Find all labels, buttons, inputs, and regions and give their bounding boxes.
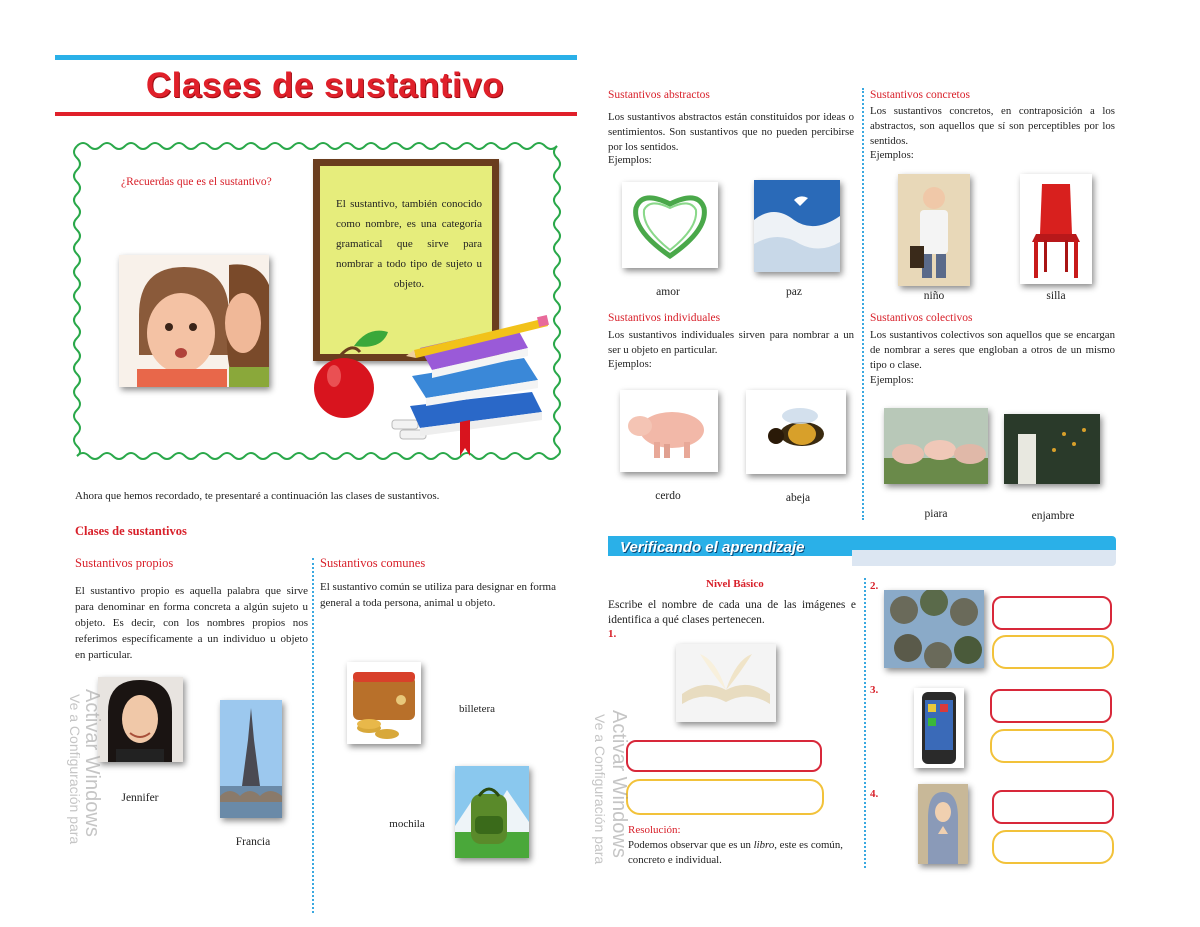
mochila-photo xyxy=(455,766,529,858)
answer-box-3-name[interactable] xyxy=(990,689,1112,723)
comunes-example-2: mochila xyxy=(389,818,425,830)
abstractos-example-1: amor xyxy=(656,286,680,298)
answer-box-1-name[interactable] xyxy=(626,740,822,772)
exercise-number-4: 4. xyxy=(870,788,879,800)
abstractos-text: Los sustantivos abstractos están constituidos por ideas o sentimientos. Son sustantivos que no pueden percibirse por los sentidos. xyxy=(608,111,854,153)
piara-photo xyxy=(884,408,988,484)
left-page xyxy=(55,52,577,902)
colectivos-example-1: piara xyxy=(924,508,948,520)
colectivos-title: Sustantivos colectivos xyxy=(870,312,973,324)
concretos-example-1: niño xyxy=(923,290,945,302)
verificando-banner xyxy=(608,536,1116,570)
level-label: Nivel Básico xyxy=(706,578,764,590)
left-column-divider xyxy=(312,558,314,913)
resolution-text xyxy=(628,838,860,868)
title-underline xyxy=(55,112,577,116)
individuales-example-1: cerdo xyxy=(655,490,681,502)
abstractos-examples-label: Ejemplos: xyxy=(608,154,652,166)
answer-box-4-class[interactable] xyxy=(992,830,1114,864)
concretos-examples-label: Ejemplos: xyxy=(870,149,914,161)
cerdo-photo xyxy=(620,390,718,472)
watermark-line2: Ve a Configuración para xyxy=(67,694,83,845)
francia-photo xyxy=(220,700,282,818)
concretos-title: Sustantivos concretos xyxy=(870,89,970,101)
exercise-3-photo xyxy=(914,688,964,768)
billetera-photo xyxy=(347,662,421,744)
resolution-word: libro xyxy=(753,839,775,851)
comunes-example-1: billetera xyxy=(458,703,496,715)
enjambre-photo xyxy=(1004,414,1100,484)
libro-photo xyxy=(676,644,776,722)
resolution-label: Resolución: xyxy=(628,824,681,836)
colectivos-text: Los sustantivos colectivos son aquellos que se encargan de nombrar a seres que engloban a otros de un mismo tipo o clase. xyxy=(870,329,1115,371)
nino-photo xyxy=(898,174,970,286)
section-title: Clases de sustantivos xyxy=(75,524,187,538)
answer-box-3-class[interactable] xyxy=(990,729,1114,763)
paz-photo xyxy=(754,180,840,272)
kids-whisper-photo xyxy=(119,255,269,387)
concretos-text: Los sustantivos concretos, en contraposición a los abstractos, son aquellos que sí son perceptibles por los sentidos. xyxy=(870,105,1115,147)
individuales-title: Sustantivos individuales xyxy=(608,312,721,324)
jennifer-photo xyxy=(98,677,183,762)
propios-text: El sustantivo propio es aquella palabra que sirve para denominar en forma concreta a algún sujeto u objeto. Es decir, con los nombres propios nos referimos específicamente a un individuo u objeto en particular. xyxy=(75,585,308,661)
silla-photo xyxy=(1020,174,1092,284)
exercise-number-3: 3. xyxy=(870,684,879,696)
question-text: ¿Recuerdas que es el sustantivo? xyxy=(121,176,272,188)
intro-text: Ahora que hemos recordado, te presentaré a continuación las clases de sustantivos. xyxy=(75,490,440,502)
resolution-pre: Podemos observar que es un xyxy=(628,839,754,851)
instructions-text: Escribe el nombre de cada una de las imágenes e identifica a qué clases pertenecen. xyxy=(608,599,856,626)
colectivos-example-2: enjambre xyxy=(1031,510,1075,522)
abstractos-example-2: paz xyxy=(786,286,802,298)
exercise-number-1: 1. xyxy=(608,628,617,640)
apple-books-illustration xyxy=(310,296,550,460)
answer-box-4-name[interactable] xyxy=(992,790,1114,824)
page-title: Clases de sustantivo xyxy=(145,66,505,105)
concretos-example-2: silla xyxy=(1046,290,1066,302)
colectivos-examples-label: Ejemplos: xyxy=(870,374,914,386)
exercise-4-photo xyxy=(918,784,968,864)
answer-box-2-class[interactable] xyxy=(992,635,1114,669)
exercise-2-photo xyxy=(884,590,984,668)
amor-photo xyxy=(622,182,718,268)
answer-box-1-class[interactable] xyxy=(626,779,824,815)
propios-title: Sustantivos propios xyxy=(75,556,174,570)
top-blue-bar xyxy=(55,55,577,60)
watermark-right-line2: Ve a Configuración para xyxy=(592,714,608,865)
right-page xyxy=(592,82,1120,902)
propios-example-1: Jennifer xyxy=(121,792,159,804)
right-top-divider xyxy=(862,88,864,520)
abstractos-title: Sustantivos abstractos xyxy=(608,89,710,101)
exercises-divider xyxy=(864,578,866,868)
individuales-example-2: abeja xyxy=(785,492,811,504)
individuales-text: Los sustantivos individuales sirven para nombrar a un ser u objeto en particular. xyxy=(608,329,854,356)
comunes-text: El sustantivo común se utiliza para designar en forma general a toda persona, animal u objeto. xyxy=(320,581,556,609)
comunes-title: Sustantivos comunes xyxy=(320,556,426,570)
watermark-right-line1: Activar Windows xyxy=(608,710,630,858)
answer-box-2-name[interactable] xyxy=(992,596,1112,630)
resolution-post: , este es común, concreto e individual. xyxy=(628,839,843,866)
definition-text: El sustantivo, también conocido como nombre, es una categoría gramatical que sirve para nombrar a todo tipo de sujeto u objeto. xyxy=(336,198,482,290)
exercise-number-2: 2. xyxy=(870,580,879,592)
individuales-examples-label: Ejemplos: xyxy=(608,358,652,370)
verificando-title: Verificando el aprendizaje xyxy=(620,539,805,556)
propios-example-2: Francia xyxy=(235,836,271,848)
watermark-line1: Activar Windows xyxy=(81,689,103,837)
abeja-photo xyxy=(746,390,846,474)
